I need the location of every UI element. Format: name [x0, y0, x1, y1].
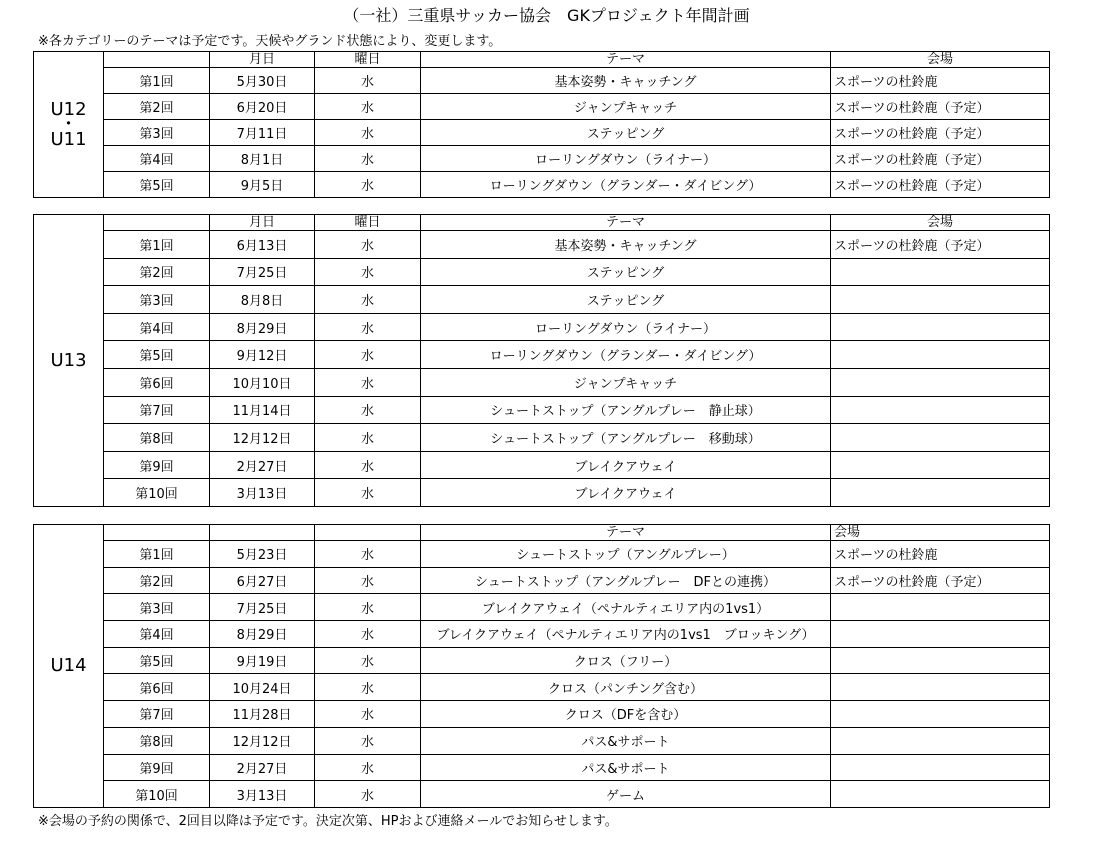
- session-cell: 第8回: [104, 727, 210, 754]
- session-cell: 第2回: [104, 567, 210, 594]
- theme-cell: ブレイクアウェイ（ペナルティエリア内の1vs1）: [421, 594, 831, 621]
- date-cell: 2月27日: [210, 451, 315, 479]
- table-row: [34, 146, 1050, 172]
- table-row: [34, 172, 1050, 198]
- header-theme: テーマ: [421, 525, 831, 541]
- weekday-cell: 水: [315, 120, 421, 146]
- header-session: [104, 525, 210, 541]
- venue-cell: スポーツの杜鈴鹿（予定）: [831, 567, 1050, 594]
- page-title: （一社）三重県サッカー協会 GKプロジェクト年間計画: [343, 6, 750, 25]
- date-cell: 7月25日: [210, 258, 315, 286]
- theme-cell: 基本姿勢・キャッチング: [421, 231, 831, 259]
- category-line: U11: [50, 129, 87, 150]
- weekday-cell: 水: [315, 94, 421, 120]
- table-row: [34, 701, 1050, 728]
- table-row: [34, 451, 1050, 479]
- weekday-cell: 水: [315, 594, 421, 621]
- venue-cell: [831, 754, 1050, 781]
- theme-cell: ステッピング: [421, 258, 831, 286]
- header-venue: 会場: [831, 525, 1050, 541]
- weekday-cell: 水: [315, 424, 421, 452]
- venue-cell: スポーツの杜鈴鹿: [831, 68, 1050, 94]
- theme-cell: ローリングダウン（ライナー）: [421, 313, 831, 341]
- theme-cell: ステッピング: [421, 120, 831, 146]
- theme-cell: ブレイクアウェイ（ペナルティエリア内の1vs1 ブロッキング）: [421, 621, 831, 648]
- weekday-cell: 水: [315, 258, 421, 286]
- session-cell: 第1回: [104, 231, 210, 259]
- venue-cell: スポーツの杜鈴鹿（予定）: [831, 231, 1050, 259]
- venue-cell: [831, 286, 1050, 314]
- date-cell: 2月27日: [210, 754, 315, 781]
- weekday-cell: 水: [315, 313, 421, 341]
- session-cell: 第10回: [104, 781, 210, 808]
- date-cell: 6月27日: [210, 567, 315, 594]
- category-cell: U14: [34, 525, 104, 808]
- theme-cell: 基本姿勢・キャッチング: [421, 68, 831, 94]
- weekday-cell: 水: [315, 727, 421, 754]
- venue-cell: [831, 479, 1050, 507]
- table-row: [34, 594, 1050, 621]
- header-date: 月日: [210, 52, 315, 68]
- session-cell: 第2回: [104, 258, 210, 286]
- weekday-cell: 水: [315, 231, 421, 259]
- session-cell: 第6回: [104, 368, 210, 396]
- theme-cell: ローリングダウン（ライナー）: [421, 146, 831, 172]
- header-date: 月日: [210, 215, 315, 231]
- session-cell: 第1回: [104, 68, 210, 94]
- theme-cell: シュートストップ（アングルプレー）: [421, 541, 831, 568]
- header-row: [34, 525, 1050, 541]
- weekday-cell: 水: [315, 146, 421, 172]
- weekday-cell: 水: [315, 479, 421, 507]
- top-note: ※各カテゴリーのテーマは予定です。天候やグランド状態により、変更します。: [38, 34, 502, 49]
- theme-cell: クロス（DFを含む）: [421, 701, 831, 728]
- category-cell: U13: [34, 215, 104, 507]
- header-date: [210, 525, 315, 541]
- date-cell: 8月29日: [210, 313, 315, 341]
- table-row: [34, 781, 1050, 808]
- table-row: [34, 541, 1050, 568]
- session-cell: 第3回: [104, 594, 210, 621]
- venue-cell: [831, 451, 1050, 479]
- header-row: [34, 215, 1050, 231]
- venue-cell: [831, 701, 1050, 728]
- session-cell: 第5回: [104, 647, 210, 674]
- theme-cell: シュートストップ（アングルプレー 移動球）: [421, 424, 831, 452]
- bottom-note: ※会場の予約の関係で、2回目以降は予定です。決定次第、HPおよび連絡メールでお知らせします。: [38, 814, 618, 829]
- session-cell: 第3回: [104, 286, 210, 314]
- header-weekday: 曜日: [315, 215, 421, 231]
- weekday-cell: 水: [315, 451, 421, 479]
- table-row: [34, 621, 1050, 648]
- date-cell: 12月12日: [210, 727, 315, 754]
- weekday-cell: 水: [315, 567, 421, 594]
- category-line: U12: [50, 99, 87, 120]
- weekday-cell: 水: [315, 341, 421, 369]
- session-cell: 第7回: [104, 396, 210, 424]
- schedule-table-u12-u11: [33, 51, 1050, 198]
- table-row: [34, 368, 1050, 396]
- venue-cell: スポーツの杜鈴鹿（予定）: [831, 172, 1050, 198]
- table-row: [34, 94, 1050, 120]
- theme-cell: パス&サポート: [421, 727, 831, 754]
- weekday-cell: 水: [315, 621, 421, 648]
- header-session: [104, 215, 210, 231]
- theme-cell: ローリングダウン（グランダー・ダイビング）: [421, 172, 831, 198]
- date-cell: 7月25日: [210, 594, 315, 621]
- weekday-cell: 水: [315, 396, 421, 424]
- venue-cell: [831, 594, 1050, 621]
- session-cell: 第4回: [104, 313, 210, 341]
- theme-cell: ジャンプキャッチ: [421, 94, 831, 120]
- theme-cell: ローリングダウン（グランダー・ダイビング）: [421, 341, 831, 369]
- venue-cell: [831, 781, 1050, 808]
- table-row: [34, 647, 1050, 674]
- venue-cell: [831, 621, 1050, 648]
- table-row: [34, 424, 1050, 452]
- weekday-cell: 水: [315, 674, 421, 701]
- venue-cell: スポーツの杜鈴鹿（予定）: [831, 94, 1050, 120]
- session-cell: 第10回: [104, 479, 210, 507]
- weekday-cell: 水: [315, 781, 421, 808]
- header-weekday: [315, 525, 421, 541]
- date-cell: 10月24日: [210, 674, 315, 701]
- schedule-table-u14: [33, 524, 1050, 808]
- date-cell: 12月12日: [210, 424, 315, 452]
- table-row: [34, 313, 1050, 341]
- venue-cell: [831, 674, 1050, 701]
- category-cell: [34, 52, 104, 198]
- table-row: [34, 258, 1050, 286]
- table-row: [34, 396, 1050, 424]
- weekday-cell: 水: [315, 541, 421, 568]
- session-cell: 第4回: [104, 146, 210, 172]
- date-cell: 8月29日: [210, 621, 315, 648]
- session-cell: 第5回: [104, 172, 210, 198]
- date-cell: 8月1日: [210, 146, 315, 172]
- header-venue: 会場: [831, 215, 1050, 231]
- session-cell: 第7回: [104, 701, 210, 728]
- venue-cell: [831, 341, 1050, 369]
- venue-cell: [831, 424, 1050, 452]
- theme-cell: ステッピング: [421, 286, 831, 314]
- header-theme: テーマ: [421, 52, 831, 68]
- theme-cell: シュートストップ（アングルプレー 静止球）: [421, 396, 831, 424]
- venue-cell: スポーツの杜鈴鹿（予定）: [831, 146, 1050, 172]
- venue-cell: [831, 647, 1050, 674]
- session-cell: 第4回: [104, 621, 210, 648]
- table-row: [34, 567, 1050, 594]
- venue-cell: [831, 396, 1050, 424]
- theme-cell: シュートストップ（アングルプレー DFとの連携）: [421, 567, 831, 594]
- date-cell: 7月11日: [210, 120, 315, 146]
- theme-cell: ブレイクアウェイ: [421, 479, 831, 507]
- date-cell: 6月13日: [210, 231, 315, 259]
- header-session: [104, 52, 210, 68]
- session-cell: 第2回: [104, 94, 210, 120]
- theme-cell: ゲーム: [421, 781, 831, 808]
- date-cell: 11月14日: [210, 396, 315, 424]
- session-cell: 第9回: [104, 754, 210, 781]
- table-row: [34, 286, 1050, 314]
- category-line: ・: [59, 114, 78, 135]
- date-cell: 9月19日: [210, 647, 315, 674]
- header-weekday: 曜日: [315, 52, 421, 68]
- venue-cell: スポーツの杜鈴鹿（予定）: [831, 120, 1050, 146]
- date-cell: 11月28日: [210, 701, 315, 728]
- table-row: [34, 674, 1050, 701]
- weekday-cell: 水: [315, 701, 421, 728]
- session-cell: 第1回: [104, 541, 210, 568]
- header-venue: 会場: [831, 52, 1050, 68]
- session-cell: 第3回: [104, 120, 210, 146]
- schedule-table-u13: [33, 214, 1050, 507]
- venue-cell: [831, 368, 1050, 396]
- date-cell: 3月13日: [210, 781, 315, 808]
- table-row: [34, 754, 1050, 781]
- date-cell: 10月10日: [210, 368, 315, 396]
- header-row: [34, 52, 1050, 68]
- venue-cell: [831, 727, 1050, 754]
- header-theme: テーマ: [421, 215, 831, 231]
- table-row: [34, 231, 1050, 259]
- date-cell: 6月20日: [210, 94, 315, 120]
- theme-cell: クロス（フリー）: [421, 647, 831, 674]
- table-row: [34, 727, 1050, 754]
- date-cell: 9月5日: [210, 172, 315, 198]
- table-row: [34, 341, 1050, 369]
- session-cell: 第5回: [104, 341, 210, 369]
- table-row: [34, 68, 1050, 94]
- date-cell: 9月12日: [210, 341, 315, 369]
- theme-cell: ブレイクアウェイ: [421, 451, 831, 479]
- theme-cell: パス&サポート: [421, 754, 831, 781]
- venue-cell: スポーツの杜鈴鹿: [831, 541, 1050, 568]
- venue-cell: [831, 258, 1050, 286]
- date-cell: 8月8日: [210, 286, 315, 314]
- table-row: [34, 120, 1050, 146]
- weekday-cell: 水: [315, 368, 421, 396]
- weekday-cell: 水: [315, 172, 421, 198]
- theme-cell: クロス（パンチング含む）: [421, 674, 831, 701]
- theme-cell: ジャンプキャッチ: [421, 368, 831, 396]
- date-cell: 3月13日: [210, 479, 315, 507]
- table-row: [34, 479, 1050, 507]
- date-cell: 5月23日: [210, 541, 315, 568]
- weekday-cell: 水: [315, 754, 421, 781]
- session-cell: 第9回: [104, 451, 210, 479]
- weekday-cell: 水: [315, 68, 421, 94]
- session-cell: 第8回: [104, 424, 210, 452]
- weekday-cell: 水: [315, 647, 421, 674]
- session-cell: 第6回: [104, 674, 210, 701]
- venue-cell: [831, 313, 1050, 341]
- date-cell: 5月30日: [210, 68, 315, 94]
- weekday-cell: 水: [315, 286, 421, 314]
